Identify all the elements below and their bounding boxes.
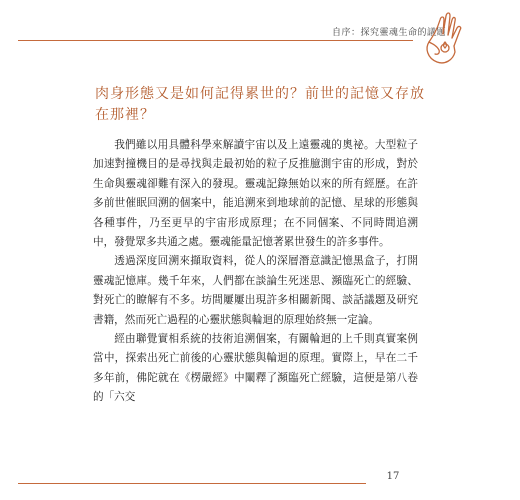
page-number: 17 — [386, 471, 400, 482]
header-rule — [18, 40, 413, 41]
paragraph: 經由聯覺實相系統的技術追溯個案，有關輪迴的上千則真實案例當中，探索出死亡前後的心靈狀態與輪迴的原理。實際上，早在二千多年前，佛陀就在《楞嚴經》中闡釋了瀕臨死亡經驗，這便是第八卷的「六交 — [93, 333, 418, 404]
footer-rule — [18, 483, 366, 484]
paragraph: 我們雖以用具體科學來解讀宇宙以及上遠靈魂的奧祕。大型粒子加速對撞機目的是尋找與走最初始的粒子反推臆測宇宙的形成，對於生命與靈魂卻難有深入的發現。靈魂記錄無始以來的所有經歷。在許多前世催眠回溯的個案中，能追溯來到地球前的記憶、星球的形態與各種事件，乃至更早的宇宙形成原理；在不同個案、不同時間追溯中，發覺眾多共通之處。靈魂能量記憶著累世發生的許多事件。 — [93, 139, 418, 249]
paragraph: 透過深度回溯來擷取資料，從人的深層潛意識記憶黑盒子，打開靈魂記憶庫。幾千年來，人們都在談論生死迷思、瀕臨死亡的經驗、對死亡的瞭解有不多。坊間屢屢出現許多相關新聞、談話議題及研究書籍，然而死亡過程的心靈狀態與輪迴的原理始終無一定論。 — [93, 255, 418, 326]
lotus-hand-mudra-icon — [415, 8, 477, 70]
body-text — [93, 136, 418, 408]
running-title: 自序：探究靈魂生命的議題 — [331, 28, 446, 38]
section-title: 肉身形態又是如何記得累世的？前世的記憶又存放在那裡？ — [95, 86, 425, 123]
